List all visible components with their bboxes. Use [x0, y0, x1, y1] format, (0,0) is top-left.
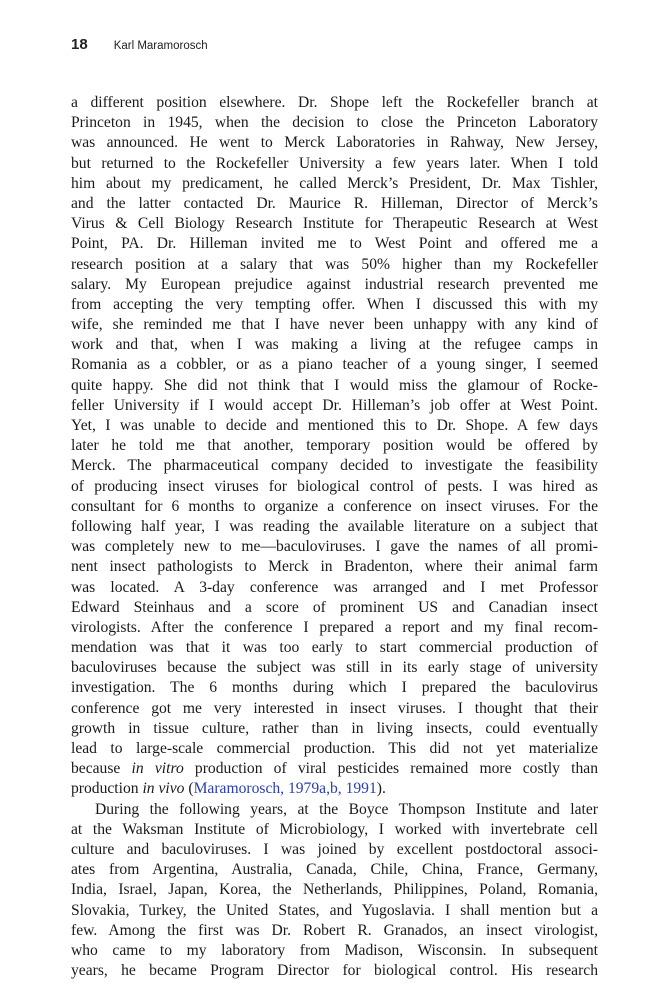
text-line: years, he became Program Director for biological control. His research — [71, 962, 598, 980]
italic-term: in vivo — [142, 780, 185, 798]
body-text — [71, 93, 598, 981]
text-line: research position at a salary that was 50% higher than my Rockefeller — [71, 255, 598, 273]
page-header — [71, 36, 208, 60]
text-line: mendation was that it was too early to start commercial production of — [71, 639, 598, 657]
text-line: Virus & Cell Biology Research Institute for Therapeutic Research at West — [71, 215, 598, 233]
text-line: baculoviruses because the subject was still in its early stage of university — [71, 659, 598, 677]
text-line: salary. My European prejudice against industrial research prevented me — [71, 275, 598, 293]
text-fragment: ( — [184, 780, 194, 798]
text-line: growth in tissue culture, rather than in living insects, could eventually — [71, 719, 598, 737]
text-line: conference got me very interested in insect viruses. I thought that their — [71, 699, 598, 717]
text-line: Yet, I was unable to decide and mentioned this to Dr. Shope. A few days — [71, 417, 598, 434]
text-line: lead to large-scale commercial production. This did not yet materialize — [71, 740, 598, 757]
text-line: but returned to the Rockefeller University a few years later. When I told — [71, 154, 598, 172]
text-line: a different position elsewhere. Dr. Shope left the Rockefeller branch at — [71, 94, 598, 111]
paragraph-1 — [71, 93, 598, 800]
running-head: Karl Maramorosch — [113, 40, 208, 52]
text-line: few. Among the first was Dr. Robert R. Granados, an insect virologist, — [71, 921, 598, 939]
text-line: investigation. The 6 months during which I prepared the baculovirus — [71, 679, 598, 697]
text-line: was located. A 3-day conference was arranged and I met Professor — [71, 578, 598, 596]
text-line: who came to my laboratory from Madison, Wisconsin. In subsequent — [71, 941, 598, 959]
text-line: and the latter contacted Dr. Maurice R. Hilleman, Director of Merck’s — [71, 194, 598, 212]
text-line: ates from Argentina, Australia, Canada, Chile, China, France, Germany, — [71, 861, 598, 879]
text-line — [71, 779, 598, 799]
text-fragment: production of viral pesticides remained more costly than — [183, 760, 599, 778]
text-line: was announced. He went to Merck Laboratories in Rahway, New Jersey, — [71, 134, 598, 152]
page-number: 18 — [71, 36, 88, 53]
text-line: was completely new to me—baculoviruses. I gave the names of all promi- — [71, 538, 598, 556]
text-fragment: production — [71, 780, 143, 798]
text-line: following half year, I was reading the available literature on a subject that — [71, 517, 598, 535]
text-line: Princeton in 1945, when the decision to close the Princeton Laboratory — [71, 114, 598, 132]
text-line: virologists. After the conference I prepared a report and my final recom- — [71, 618, 598, 636]
text-fragment: because — [71, 760, 132, 778]
text-line: culture and baculoviruses. I was joined by excellent postdoctoral associ- — [71, 840, 598, 858]
paragraph-2 — [71, 800, 598, 982]
text-line: of producing insect viruses for biological control of pests. I was hired as — [71, 477, 598, 495]
text-line: from accepting the very tempting offer. When I discussed this with my — [71, 295, 598, 313]
text-line: India, Israel, Japan, Korea, the Netherlands, Philippines, Poland, Romania, — [71, 881, 598, 899]
text-line: consultant for 6 months to organize a conference on insect viruses. For the — [71, 497, 598, 515]
text-line: feller University if I would accept Dr. Hilleman’s job offer at West Point. — [71, 396, 598, 414]
text-line: During the following years, at the Boyce Thompson Institute and later — [95, 800, 598, 818]
text-line: him about my predicament, he called Merck’s President, Dr. Max Tishler, — [71, 174, 598, 192]
text-line: quite happy. She did not think that I would miss the glamour of Rocke- — [71, 376, 598, 394]
text-line: wife, she reminded me that I have never been unhappy with any kind of — [71, 316, 598, 334]
text-fragment: ). — [376, 780, 386, 798]
text-line: work and that, when I was making a living at the refugee camps in — [71, 336, 598, 354]
text-line — [71, 759, 598, 779]
text-line: Merck. The pharmaceutical company decided to investigate the feasibility — [71, 457, 598, 475]
text-line: Point, PA. Dr. Hilleman invited me to West Point and offered me a — [71, 235, 598, 253]
text-line: Romania as a cobbler, or as a piano teacher of a young singer, I seemed — [71, 356, 598, 374]
italic-term: in vitro — [131, 760, 184, 778]
text-line: Slovakia, Turkey, the United States, and Yugoslavia. I shall mention but a — [71, 901, 598, 919]
text-line: nent insect pathologists to Merck in Bradenton, where their animal farm — [71, 558, 598, 576]
text-line: at the Waksman Institute of Microbiology, I worked with invertebrate cell — [71, 820, 598, 838]
citation-link[interactable]: Maramorosch, 1979a,b, 1991 — [193, 780, 377, 798]
text-line: Edward Steinhaus and a score of prominent US and Canadian insect — [71, 598, 598, 616]
text-line: later he told me that another, temporary position would be offered by — [71, 437, 598, 455]
